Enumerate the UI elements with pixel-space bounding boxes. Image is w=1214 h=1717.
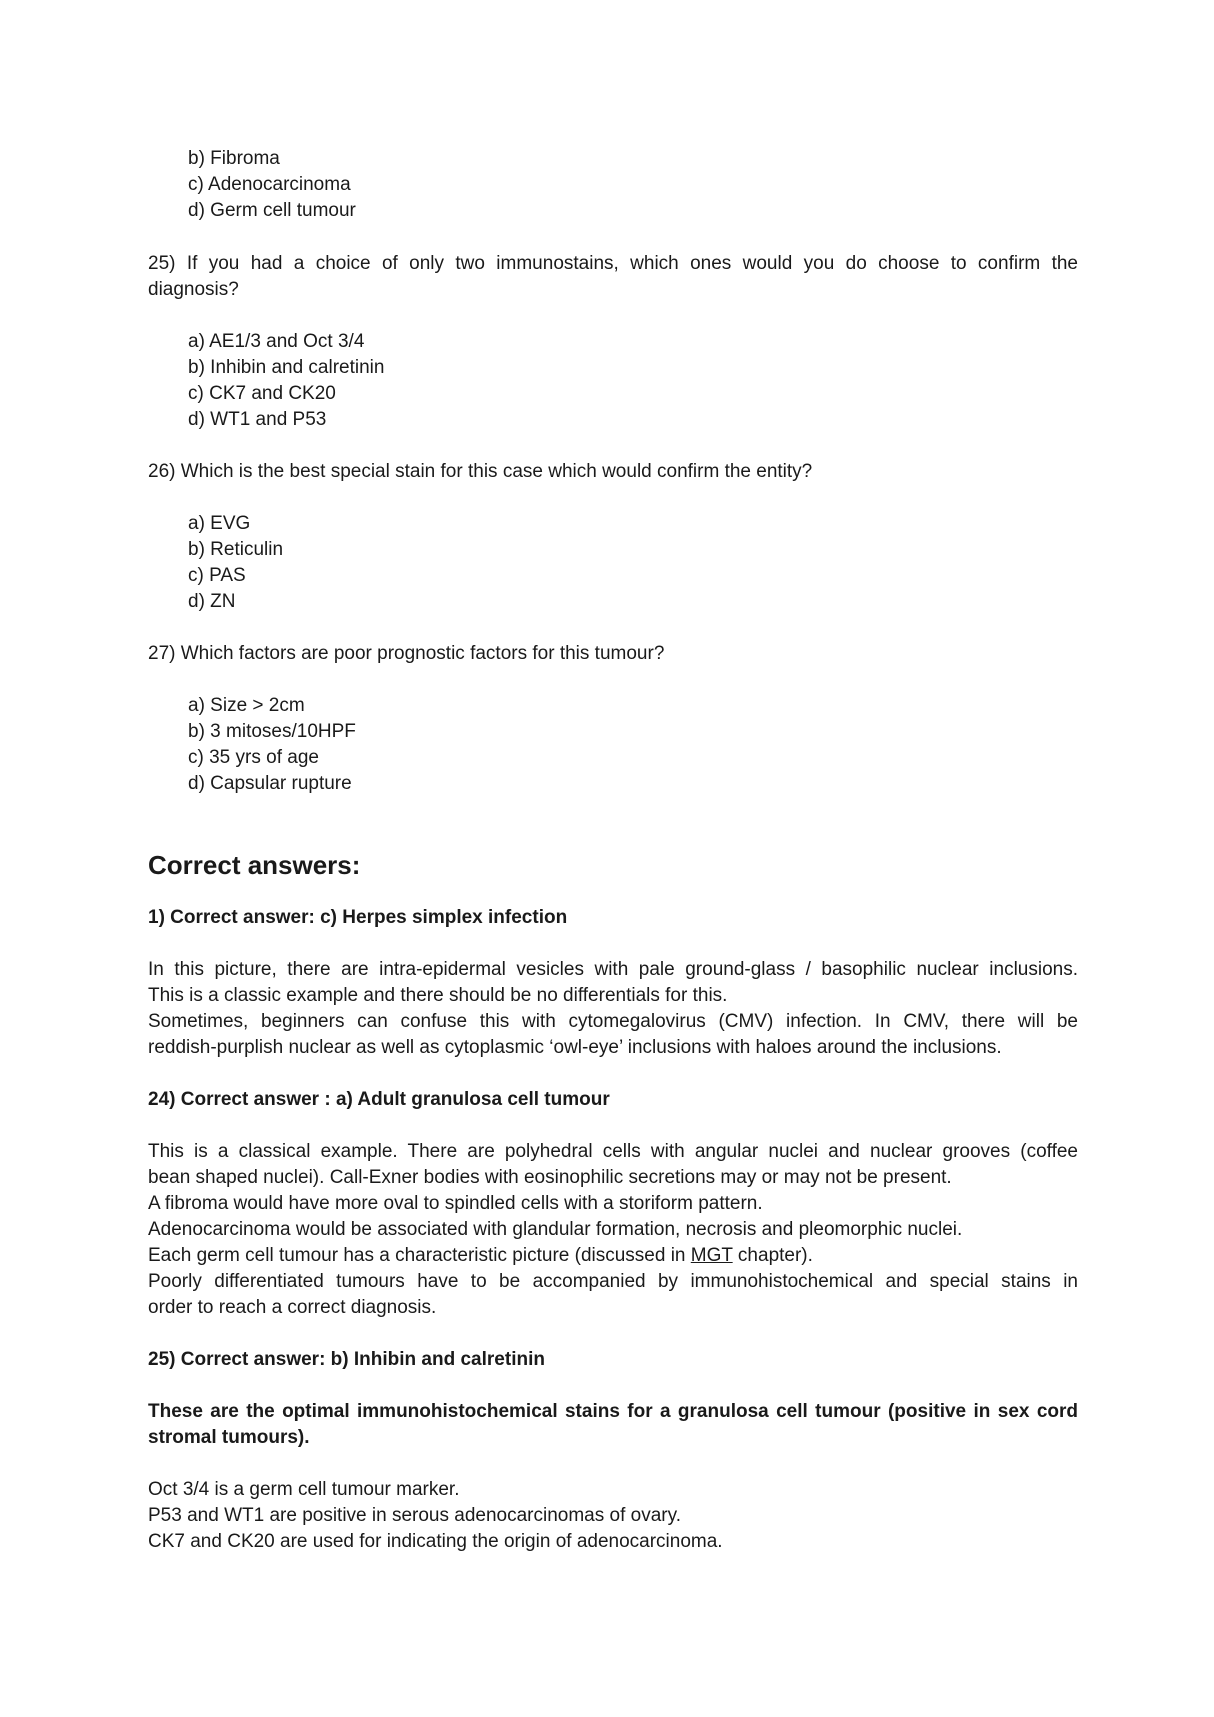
q26-option-b: b) Reticulin: [188, 539, 284, 560]
q25-option-b: b) Inhibin and calretinin: [188, 357, 385, 378]
q25-option-d: d) WT1 and P53: [188, 409, 327, 430]
answer-24-germ-line: [148, 1243, 1078, 1269]
mgt-link[interactable]: MGT: [690, 1245, 733, 1266]
q26-option-c: c) PAS: [188, 565, 246, 586]
q25-option-a: a) AE1/3 and Oct 3/4: [188, 331, 365, 352]
q27-option-b: b) 3 mitoses/10HPF: [188, 721, 356, 742]
q26-question: 26) Which is the best special stain for this case which would confirm the entity?: [148, 461, 813, 482]
answer-1-line: reddish-purplish nuclear as well as cytoplasmic ‘owl-eye’ inclusions with haloes around the inclusions.: [148, 1037, 1002, 1058]
answer-25-line: Oct 3/4 is a germ cell tumour marker.: [148, 1479, 460, 1500]
answer-24-germ-text: Each germ cell tumour has a characteristic picture (discussed in: [148, 1245, 691, 1266]
answer-25-heading: 25) Correct answer: b) Inhibin and calretinin: [148, 1349, 545, 1370]
answer-25-line: CK7 and CK20 are used for indicating the origin of adenocarcinoma.: [148, 1531, 723, 1552]
answer-24-line: This is a classical example. There are polyhedral cells with angular nuclei and nuclear grooves (coffee: [148, 1141, 1078, 1162]
q25-question-line2: diagnosis?: [148, 279, 239, 300]
answer-24-line: bean shaped nuclei). Call-Exner bodies with eosinophilic secretions may or may not be present.: [148, 1167, 952, 1188]
answer-24-line: order to reach a correct diagnosis.: [148, 1297, 437, 1318]
q24-option-c: c) Adenocarcinoma: [188, 174, 351, 195]
answer-1-line: This is a classic example and there should be no differentials for this.: [148, 985, 728, 1006]
answer-1-line: Sometimes, beginners can confuse this with cytomegalovirus (CMV) infection. In CMV, there will be: [148, 1011, 1078, 1032]
q27-option-a: a) Size > 2cm: [188, 695, 305, 716]
answer-24-germ-text-end: chapter).: [732, 1245, 813, 1266]
q24-option-d: d) Germ cell tumour: [188, 200, 356, 221]
q24-option-b: b) Fibroma: [188, 148, 280, 169]
q26-option-d: d) ZN: [188, 591, 236, 612]
q25-question-line1: 25) If you had a choice of only two immunostains, which ones would you do choose to confirm the: [148, 253, 1078, 274]
answer-25-bold-line: stromal tumours).: [148, 1427, 310, 1448]
answer-25-bold-line: These are the optimal immunohistochemical stains for a granulosa cell tumour (positive in sex cord: [148, 1401, 1078, 1422]
answer-24-line: A fibroma would have more oval to spindled cells with a storiform pattern.: [148, 1193, 763, 1214]
answer-24-line: Poorly differentiated tumours have to be accompanied by immunohistochemical and special stains in: [148, 1271, 1078, 1292]
answer-24-line: Adenocarcinoma would be associated with glandular formation, necrosis and pleomorphic nuclei.: [148, 1219, 963, 1240]
q27-option-c: c) 35 yrs of age: [188, 747, 319, 768]
q25-option-c: c) CK7 and CK20: [188, 383, 336, 404]
answer-1-line: In this picture, there are intra-epidermal vesicles with pale ground-glass / basophilic nuclear inclusions.: [148, 959, 1078, 980]
q27-question: 27) Which factors are poor prognostic factors for this tumour?: [148, 643, 665, 664]
answer-25-line: P53 and WT1 are positive in serous adenocarcinomas of ovary.: [148, 1505, 681, 1526]
answer-1-heading: 1) Correct answer: c) Herpes simplex infection: [148, 907, 568, 928]
answer-24-heading: 24) Correct answer : a) Adult granulosa cell tumour: [148, 1089, 610, 1110]
q27-option-d: d) Capsular rupture: [188, 773, 352, 794]
correct-answers-heading: Correct answers:: [148, 850, 361, 880]
q26-option-a: a) EVG: [188, 513, 251, 534]
